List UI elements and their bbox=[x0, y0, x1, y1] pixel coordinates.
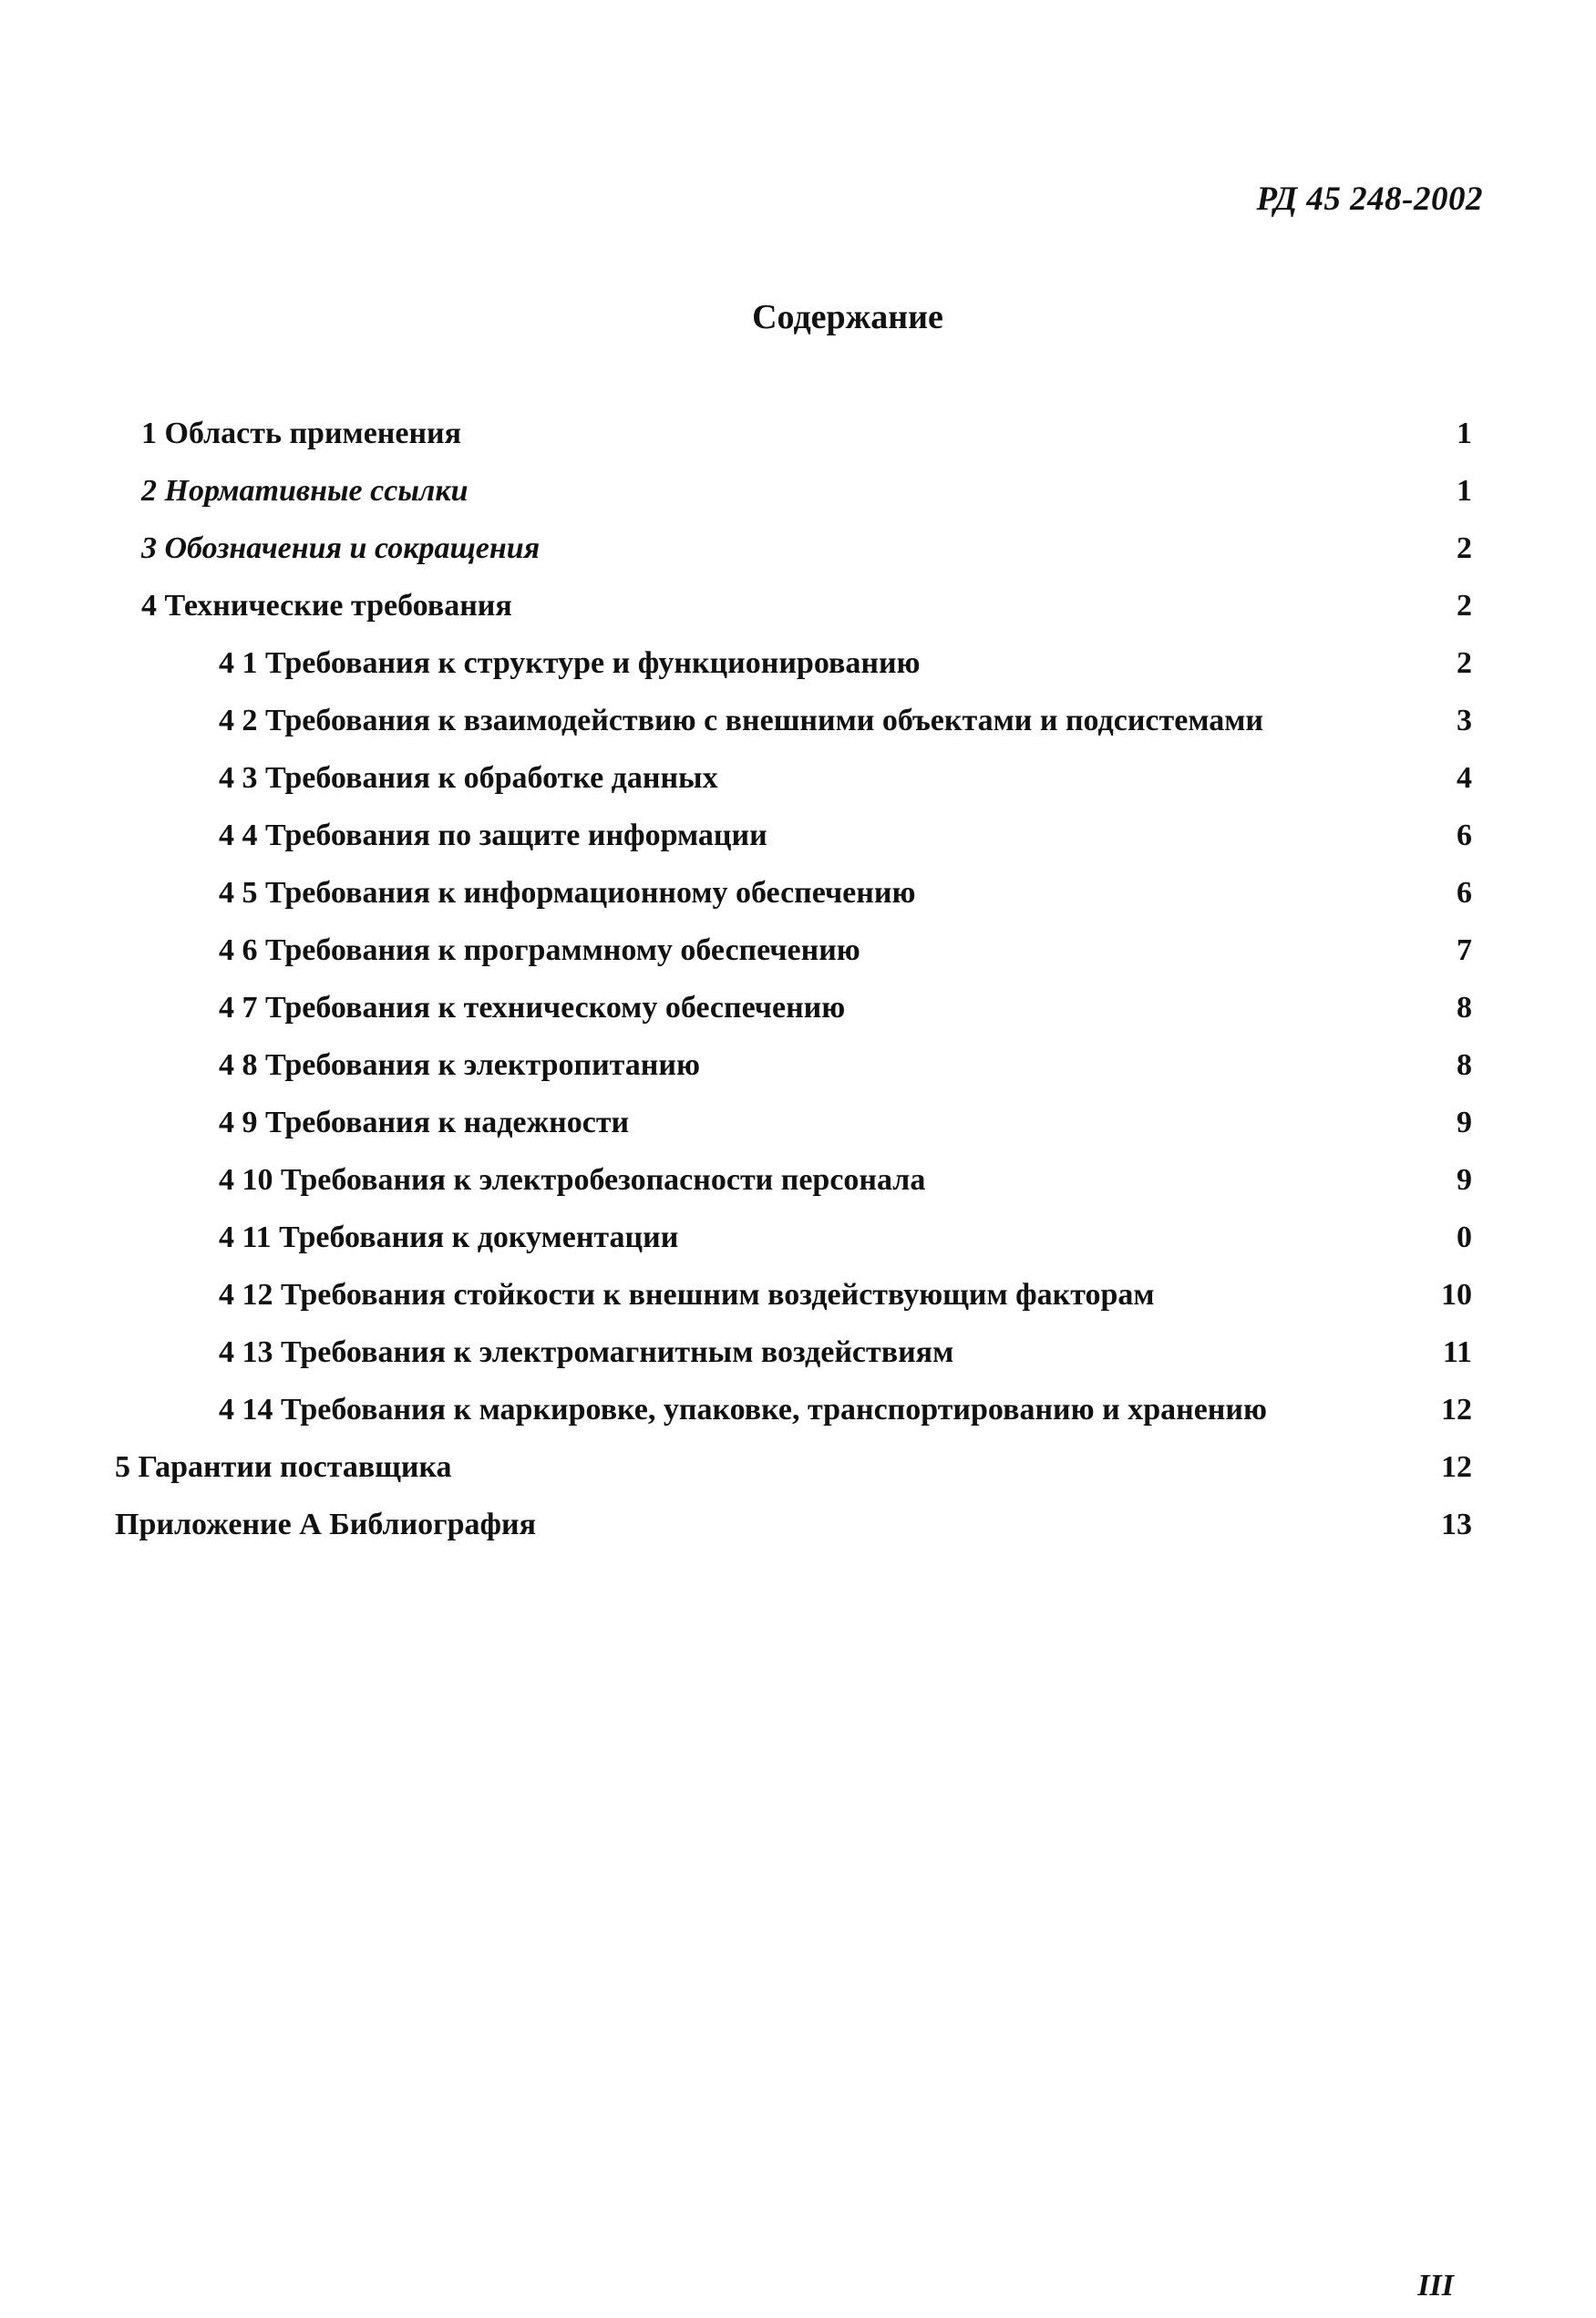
toc-entry-page: 7 bbox=[1457, 933, 1472, 967]
toc-entry[interactable] bbox=[0, 1449, 1596, 1507]
toc-entry[interactable] bbox=[0, 1392, 1596, 1449]
toc-entry-page: 3 bbox=[1457, 704, 1472, 737]
toc-entry-label: 4 6 Требования к программному обеспечению bbox=[219, 933, 860, 967]
toc-entry-page: 11 bbox=[1442, 1335, 1472, 1369]
toc-entry-label: 4 Технические требования bbox=[141, 589, 512, 623]
toc-entry[interactable] bbox=[0, 760, 1596, 818]
toc-entry-label: 4 5 Требования к информационному обеспечению bbox=[219, 876, 916, 910]
toc-entry[interactable] bbox=[0, 703, 1596, 760]
toc-entry-page: 2 bbox=[1457, 589, 1472, 623]
page-number: III bbox=[1417, 2269, 1454, 2303]
toc-entry-label: 4 1 Требования к структуре и функционированию bbox=[219, 646, 921, 680]
toc-entry-label: 1 Область применения bbox=[141, 417, 462, 450]
toc-entry-page: 0 bbox=[1457, 1221, 1472, 1254]
toc-entry[interactable] bbox=[0, 875, 1596, 932]
toc-entry-label: Приложение А Библиография bbox=[115, 1508, 537, 1541]
toc-entry-page: 1 bbox=[1457, 474, 1472, 508]
toc-entry[interactable] bbox=[0, 1277, 1596, 1334]
toc-entry-label: 4 13 Требования к электромагнитным воздействиям bbox=[219, 1335, 954, 1369]
toc-entry-page: 2 bbox=[1457, 646, 1472, 680]
toc-entry[interactable] bbox=[0, 1105, 1596, 1162]
toc-entry-label: 4 11 Требования к документации bbox=[219, 1221, 679, 1254]
toc-entry-page: 8 bbox=[1457, 991, 1472, 1025]
toc-entry-page: 10 bbox=[1441, 1278, 1472, 1312]
toc-entry[interactable] bbox=[0, 1507, 1596, 1564]
toc-entry-label: 4 10 Требования к электробезопасности персонала bbox=[219, 1163, 926, 1197]
toc-entry-label: 4 12 Требования стойкости к внешним воздействующим факторам bbox=[219, 1278, 1155, 1312]
toc-entry[interactable] bbox=[0, 1162, 1596, 1220]
toc-entry-label: 4 14 Требования к маркировке, упаковке, транспортированию и хранению bbox=[219, 1393, 1267, 1427]
toc-entry[interactable] bbox=[0, 531, 1596, 588]
toc-entry-page: 4 bbox=[1457, 761, 1472, 795]
toc-entry-page: 6 bbox=[1457, 876, 1472, 910]
toc-entry[interactable] bbox=[0, 932, 1596, 990]
toc-entry[interactable] bbox=[0, 1334, 1596, 1392]
toc-entry-page: 8 bbox=[1457, 1048, 1472, 1082]
toc-entry-label: 4 8 Требования к электропитанию bbox=[219, 1048, 700, 1082]
toc-entry-label: 4 4 Требования по защите информации bbox=[219, 819, 767, 852]
toc-list bbox=[0, 416, 1596, 1564]
toc-entry-label: 4 3 Требования к обработке данных bbox=[219, 761, 718, 795]
toc-entry[interactable] bbox=[0, 818, 1596, 875]
toc-entry[interactable] bbox=[0, 1220, 1596, 1277]
toc-entry-label: 4 2 Требования к взаимодействию с внешними объектами и подсистемами bbox=[219, 704, 1263, 737]
toc-entry-label: 5 Гарантии поставщика bbox=[115, 1450, 452, 1484]
toc-entry-page: 2 bbox=[1457, 531, 1472, 565]
toc-entry-page: 9 bbox=[1457, 1106, 1472, 1139]
toc-entry-page: 9 bbox=[1457, 1163, 1472, 1197]
toc-entry[interactable] bbox=[0, 588, 1596, 645]
toc-entry-page: 1 bbox=[1457, 417, 1472, 450]
toc-entry[interactable] bbox=[0, 416, 1596, 473]
toc-entry[interactable] bbox=[0, 645, 1596, 703]
toc-entry-page: 12 bbox=[1441, 1450, 1472, 1484]
toc-entry[interactable] bbox=[0, 473, 1596, 531]
toc-entry[interactable] bbox=[0, 1047, 1596, 1105]
toc-entry-page: 13 bbox=[1441, 1508, 1472, 1541]
toc-entry-label: 4 9 Требования к надежности bbox=[219, 1106, 630, 1139]
document-code: РД 45 248-2002 bbox=[1256, 180, 1483, 218]
toc-title: Содержание bbox=[752, 298, 943, 336]
toc-entry-label: 3 Обозначения и сокращения bbox=[141, 531, 541, 565]
toc-entry-page: 12 bbox=[1441, 1393, 1472, 1427]
toc-entry-label: 2 Нормативные ссылки bbox=[141, 474, 469, 508]
toc-entry[interactable] bbox=[0, 990, 1596, 1047]
toc-entry-label: 4 7 Требования к техническому обеспечению bbox=[219, 991, 846, 1025]
toc-entry-page: 6 bbox=[1457, 819, 1472, 852]
